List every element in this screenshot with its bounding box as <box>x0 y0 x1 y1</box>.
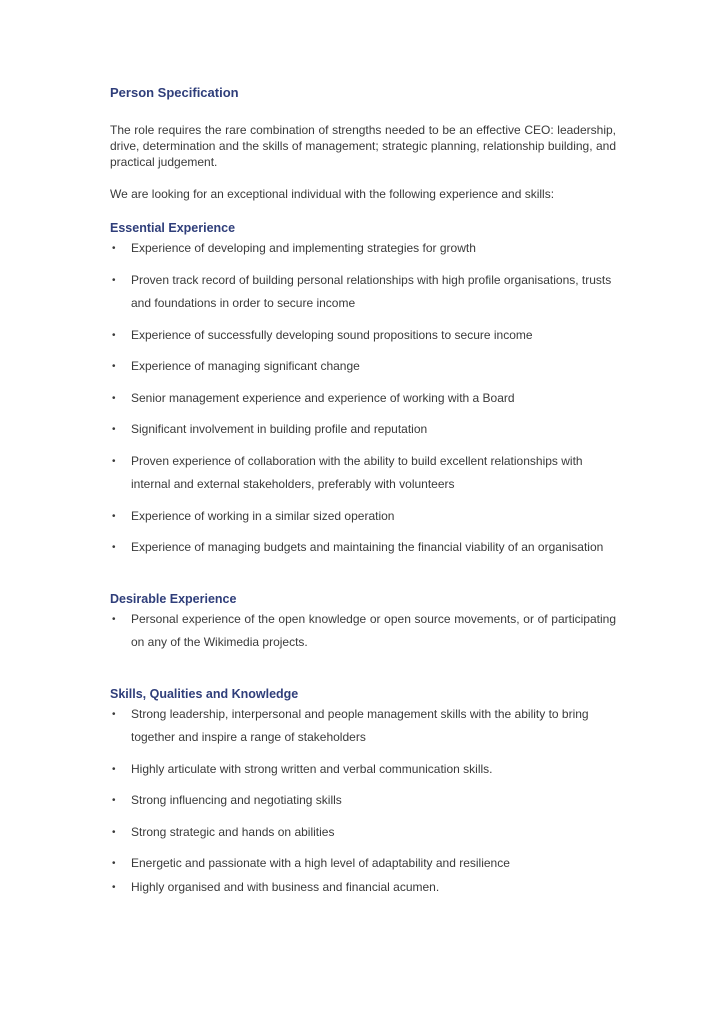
list-item: • Strong strategic and hands on abilities <box>110 821 616 845</box>
list-item: • Energetic and passionate with a high level of adaptability and resilience <box>110 852 616 876</box>
bullet-icon: • <box>112 392 116 404</box>
list-item: • Experience of developing and implementing strategies for growth <box>110 237 616 261</box>
list-item: • Proven track record of building personal relationships with high profile organisations, trusts and foundations in order to secure income <box>110 269 616 316</box>
bullet-icon: • <box>112 274 116 286</box>
list-item: • Strong leadership, interpersonal and people management skills with the ability to bring together and inspire a range of stakeholders <box>110 703 616 750</box>
intro-paragraph: The role requires the rare combination of strengths needed to be an effective CEO: leadership, drive, determination and the skills of management; strategic planning, relationship building, and practical judgement. <box>110 123 616 169</box>
skills-heading: Skills, Qualities and Knowledge <box>110 686 299 701</box>
list-item: • Strong influencing and negotiating skills <box>110 789 616 813</box>
list-item: • Personal experience of the open knowledge or open source movements, or of participating on any of the Wikimedia projects. <box>110 608 616 655</box>
list-item: • Proven experience of collaboration with the ability to build excellent relationships with internal and external stakeholders, preferably with volunteers <box>110 450 616 497</box>
list-item: • Highly articulate with strong written and verbal communication skills. <box>110 758 616 782</box>
bullet-icon: • <box>112 329 116 341</box>
bullet-icon: • <box>112 881 116 893</box>
list-item: • Experience of successfully developing sound propositions to secure income <box>110 324 616 348</box>
bullet-icon: • <box>112 542 116 553</box>
bullet-icon: • <box>112 361 116 372</box>
bullet-icon: • <box>112 243 116 254</box>
bullet-icon: • <box>112 424 116 435</box>
lead-paragraph: We are looking for an exceptional individual with the following experience and skills: <box>110 187 555 201</box>
bullet-icon: • <box>112 455 116 467</box>
document-page <box>110 84 616 899</box>
bullet-icon: • <box>112 858 116 869</box>
bullet-icon: • <box>112 708 116 720</box>
bullet-icon: • <box>112 795 116 806</box>
bullet-icon: • <box>112 613 116 625</box>
desirable-list <box>110 608 616 655</box>
bullet-icon: • <box>112 826 116 838</box>
list-item: • Experience of managing significant change <box>110 355 616 379</box>
list-item: • Highly organised and with business and financial acumen. <box>110 876 616 900</box>
essential-heading: Essential Experience <box>110 221 236 235</box>
bullet-icon: • <box>112 763 116 775</box>
essential-list <box>110 237 616 560</box>
bullet-icon: • <box>112 510 116 522</box>
desirable-heading: Desirable Experience <box>110 591 237 606</box>
section-spacer <box>110 568 616 590</box>
list-item: • Experience of working in a similar sized operation <box>110 505 616 529</box>
skills-list-tight <box>110 852 616 899</box>
list-item: • Experience of managing budgets and maintaining the financial viability of an organisation <box>110 536 616 560</box>
page-title: Person Specification <box>110 85 239 100</box>
skills-list <box>110 703 616 845</box>
list-item: • Senior management experience and experience of working with a Board <box>110 387 616 411</box>
section-spacer <box>110 663 616 685</box>
list-item: • Significant involvement in building profile and reputation <box>110 418 616 442</box>
